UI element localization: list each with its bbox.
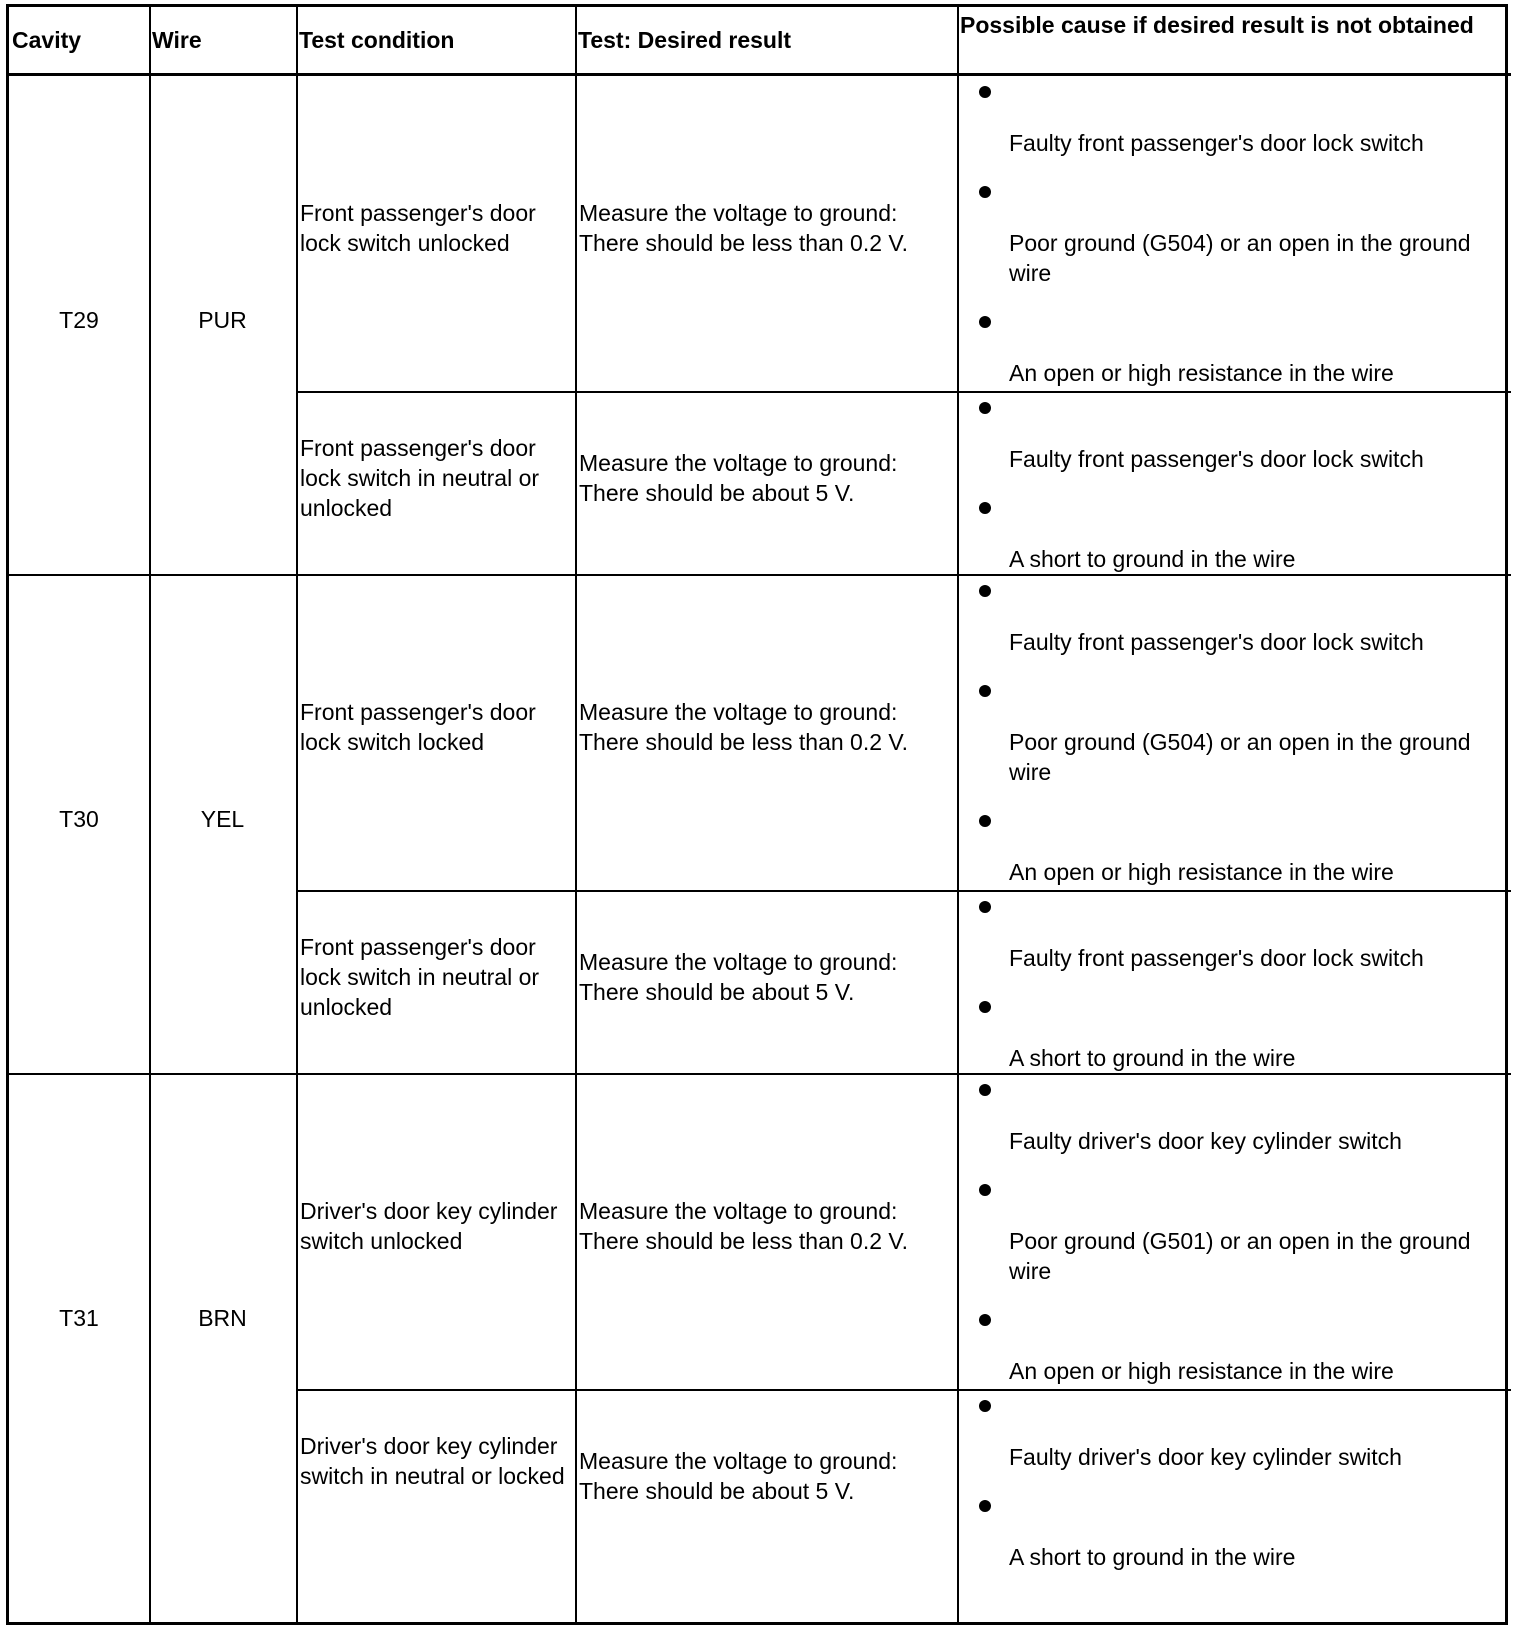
possible-cause-item: Faulty driver's door key cylinder switch	[1009, 1444, 1402, 1470]
possible-cause-item: Faulty front passenger's door lock switch	[1009, 945, 1424, 971]
possible-cause-item: A short to ground in the wire	[1009, 1045, 1296, 1071]
possible-cause-item: An open or high resistance in the wire	[1009, 1358, 1394, 1384]
header-test-condition: Test condition	[299, 27, 455, 53]
desired-result-cell: Measure the voltage to ground: There should be less than 0.2 V.	[579, 200, 909, 256]
bullet-icon	[979, 502, 991, 514]
test-condition-cell: Driver's door key cylinder switch unlocked	[300, 1198, 558, 1254]
possible-cause-item: Faulty front passenger's door lock switch	[1009, 130, 1424, 156]
test-divider	[296, 1389, 1511, 1391]
bullet-icon	[979, 901, 991, 913]
wire-cell: YEL	[200, 805, 245, 832]
bullet-icon	[979, 402, 991, 414]
bullet-icon	[979, 186, 991, 198]
test-divider	[296, 391, 1511, 393]
bullet-icon	[979, 1084, 991, 1096]
possible-cause-item: A short to ground in the wire	[1009, 1544, 1296, 1570]
test-condition-cell: Front passenger's door lock switch in neutral or unlocked	[300, 434, 540, 521]
desired-result-cell: Measure the voltage to ground: There should be about 5 V.	[579, 1447, 898, 1504]
test-condition-cell: Front passenger's door lock switch in neutral or unlocked	[300, 933, 540, 1020]
desired-result-cell: Measure the voltage to ground: There should be about 5 V.	[579, 948, 898, 1005]
possible-cause-item: Poor ground (G504) or an open in the ground wire	[1009, 729, 1471, 785]
header-possible-cause: Possible cause if desired result is not obtained	[960, 12, 1474, 38]
test-condition-cell: Driver's door key cylinder switch in neutral or locked	[300, 1432, 565, 1489]
possible-cause-item: Poor ground (G504) or an open in the ground wire	[1009, 230, 1471, 286]
cavity-cell: T30	[59, 805, 99, 832]
header-desired-result: Test: Desired result	[578, 27, 792, 53]
wire-cell: BRN	[198, 1304, 247, 1331]
desired-result-cell: Measure the voltage to ground: There should be about 5 V.	[579, 449, 898, 506]
desired-result-cell: Measure the voltage to ground: There should be less than 0.2 V.	[579, 1198, 909, 1254]
possible-cause-item: Faulty front passenger's door lock switch	[1009, 446, 1424, 472]
bullet-icon	[979, 316, 991, 328]
bullet-icon	[979, 1500, 991, 1512]
bullet-icon	[979, 86, 991, 98]
bullet-icon	[979, 1314, 991, 1326]
bullet-icon	[979, 815, 991, 827]
group-divider	[9, 574, 1511, 576]
wire-cell: PUR	[198, 306, 247, 333]
header-cavity: Cavity	[12, 27, 82, 53]
possible-cause-item: Faulty front passenger's door lock switch	[1009, 629, 1424, 655]
cavity-cell: T29	[59, 306, 99, 333]
possible-cause-item: Poor ground (G501) or an open in the ground wire	[1009, 1228, 1471, 1284]
possible-cause-item: An open or high resistance in the wire	[1009, 859, 1394, 885]
column-divider	[957, 7, 959, 1622]
column-divider	[575, 7, 577, 1622]
possible-cause-item: A short to ground in the wire	[1009, 546, 1296, 572]
test-divider	[296, 890, 1511, 892]
possible-cause-item: Faulty driver's door key cylinder switch	[1009, 1128, 1402, 1154]
header-divider	[9, 73, 1511, 76]
bullet-icon	[979, 1001, 991, 1013]
diagnostic-table	[6, 4, 1508, 1625]
test-condition-cell: Front passenger's door lock switch unlocked	[300, 200, 536, 256]
header-wire: Wire	[152, 27, 202, 53]
column-divider	[296, 7, 298, 1622]
bullet-icon	[979, 1184, 991, 1196]
bullet-icon	[979, 685, 991, 697]
possible-cause-item: An open or high resistance in the wire	[1009, 360, 1394, 386]
desired-result-cell: Measure the voltage to ground: There should be less than 0.2 V.	[579, 699, 909, 755]
test-condition-cell: Front passenger's door lock switch locked	[300, 699, 536, 755]
bullet-icon	[979, 1400, 991, 1412]
group-divider	[9, 1073, 1511, 1075]
bullet-icon	[979, 585, 991, 597]
cavity-cell: T31	[59, 1304, 99, 1331]
